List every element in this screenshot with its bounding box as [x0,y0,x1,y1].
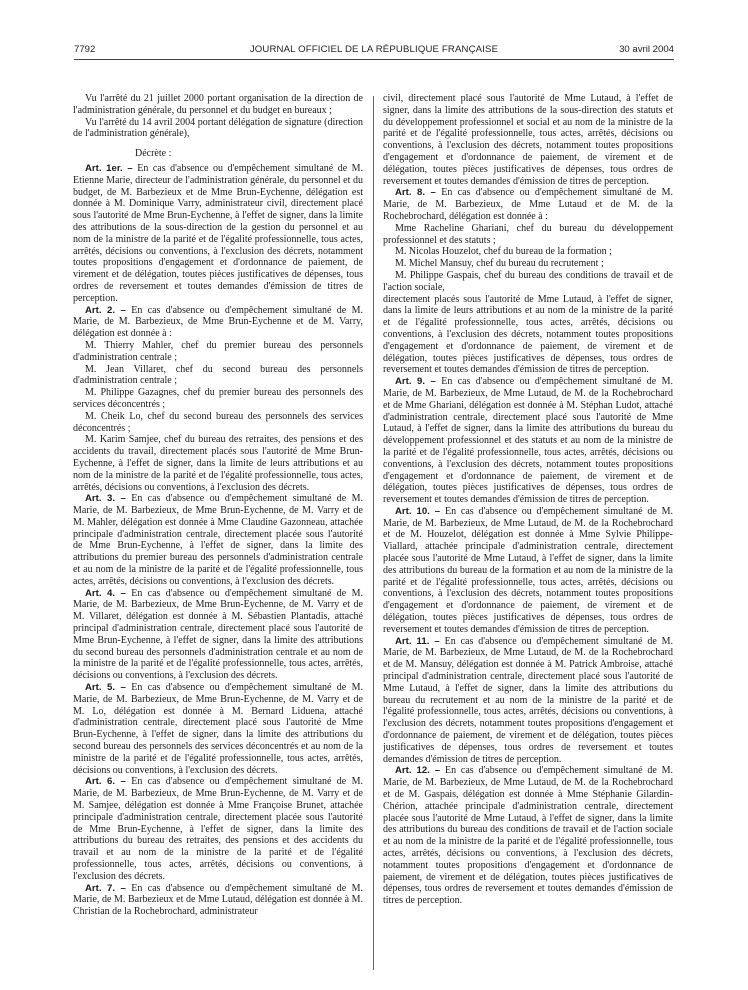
paragraph-text: En cas d'absence ou d'empêchement simultané de M. Marie, de M. Barbezieux, de Mme Lutaud et de M. de la Rochebrochard, délégation est donnée à : [383,187,673,222]
paragraph-text: M. Nicolas Houzelot, chef du bureau de la formation ; [395,246,612,258]
article-paragraph [383,636,673,766]
article-paragraph [73,305,363,340]
article-paragraph [73,588,363,682]
paragraph-text: M. Cheik Lo, chef du second bureau des personnels des services déconcentrés ; [73,410,363,434]
article-paragraph [73,776,363,882]
article-label: Art. 8. – [395,187,436,199]
paragraph-text: En cas d'absence ou d'empêchement simultané de M. Marie, de M. Barbezieux, de Mme Lutaud, de M. de la Rochebrochard et de M. Mansuy, délégation est donnée à M. Patrick Ambroise, attaché principal d'administration centrale, directement placé sous l'autorité de Mme Lutaud, à l'effet de signer, dans la limite des attributions du bureau du recrutement et au nom de la ministre de la parité et de l'égalité professionnelle, tous actes, arrêtés, décisions ou conventions, à l'exclusion des décrets, notamment toutes propositions d'engagement et d'ordonnance de paiement, de virement et de délégation, toutes pièces justificatives de dépenses, tous ordres de reversement et toutes demandes d'émission de titres de perception. [383,635,673,765]
journal-title: JOURNAL OFFICIEL DE LA RÉPUBLIQUE FRANÇAISE [249,44,499,55]
body-paragraph [383,246,673,258]
article-label: Art. 11. – [395,635,440,647]
body-paragraph [73,434,363,493]
paragraph-text: civil, directement placé sous l'autorité de Mme Lutaud, à l'effet de signer, dans la limite des attributions de la sous-direction des statuts et du développement professionnel et social et au nom de la ministre de la parité et de l'égalité professionnelle, tous actes, arrêtés, décisions ou conventions, à l'exclusion des décrets, notamment toutes propositions d'engagement et d'ordonnance de paiement, de virement et de délégation, toutes pièces justificatives de dépenses, tous ordres de reversement et toutes demandes d'émission de titres de perception. [383,93,673,187]
article-label: Art. 2. – [85,304,126,316]
paragraph-text: Mme Racheline Ghariani, chef du bureau du développement professionnel et des statuts ; [383,222,673,246]
page-number: 7792 [74,44,96,55]
column-separator [373,96,374,970]
paragraph-text: En cas d'absence ou d'empêchement simultané de M. Marie, de M. Barbezieux et de Mme Lutaud, délégation est donnée à M. Christian de la Rochebrochard, administrateur [73,882,363,918]
article-label: Art. 1er. – [85,162,133,174]
paragraph-text: M. Thierry Mahler, chef du premier bureau des personnels d'administration centrale ; [73,339,363,363]
article-label: Art. 7. – [85,882,126,894]
left-column [73,93,363,978]
paragraph-text: M. Philippe Gazagnes, chef du premier bureau des personnels des services déconcentrés ; [73,387,363,410]
article-paragraph [383,765,673,907]
article-paragraph [383,187,673,222]
article-paragraph [383,506,673,636]
body-paragraph [383,258,673,270]
article-paragraph [73,163,363,305]
body-paragraph [73,364,363,388]
article-paragraph [383,376,673,506]
right-column [383,93,673,978]
body-paragraph [383,223,673,247]
paragraph-text: Vu l'arrêté du 21 juillet 2000 portant organisation de la direction de l'administration générale, du personnel et du budget en bureaux ; [73,93,363,116]
header-rule [74,59,674,60]
body-paragraph [383,93,673,187]
article-paragraph [73,883,363,918]
paragraph-text: En cas d'absence ou d'empêchement simultané de M. Marie, de M. Barbezieux, de Mme Brun-Eychenne, de M. Varry et de M. Villaret, délégation est donnée à M. Sébastien Plantadis, attaché principal d'administration centrale, directement placé sous l'autorité de Mme Brun-Eychenne, à l'effet de signer, dans la limite des attributions du second bureau des personnels d'administration centrale et au nom de la ministre de la parité et de l'égalité professionnelle, tous actes, arrêtés, décisions ou conventions, à l'exclusion des décrets. [73,587,363,682]
body-paragraph [383,270,673,294]
paragraph-text: En cas d'absence ou d'empêchement simultané de M. Marie, de M. Barbezieux, de Mme Brun-Eychenne, de M. Varry et de M. Mahler, délégation est donnée à Mme Claudine Gazonneau, attachée principale d'administration centrale, directement placée sous l'autorité de Mme Brun-Eychenne, à l'effet de signer, dans la limite des attributions du premier bureau des personnels d'administration centrale et au nom de la ministre de la parité et de l'égalité professionnelle, tous actes, arrêtés, décisions ou conventions, à l'exclusion des décrets. [73,493,363,587]
article-label: Art. 5. – [85,682,126,694]
paragraph-text: M. Philippe Gaspais, chef du bureau des conditions de travail et de l'action sociale, [383,269,673,293]
paragraph-text: En cas d'absence ou d'empêchement simultané de M. Marie, de M. Barbezieux, de Mme Brun-Eychenne et de M. Varry, délégation est donnée à : [73,304,363,340]
paragraph-text: En cas d'absence ou d'empêchement simultané de M. Marie, de M. Barbezieux, de Mme Brun-Eychenne, de M. Varry et de M. Lo, délégation est donnée à M. Bernard Liduena, attaché d'administration centrale, directement placé sous l'autorité de Mme Brun-Eychenne, à l'effet de signer, dans la limite des attributions du second bureau des personnels des services déconcentrés et au nom de la ministre de la parité et de l'égalité professionnelle, tous actes, arrêtés, décisions ou conventions, à l'exclusion des décrets. [73,682,363,776]
article-paragraph [73,682,363,776]
paragraph-text: En cas d'absence ou d'empêchement simultané de M. Etienne Marie, directeur de l'administration générale, du personnel et du budget, de M. Barbezieux et de Mme Brun-Eychenne, délégation est donnée à M. Dominique Varry, administrateur civil, directement placé sous l'autorité de Mme Brun-Eychenne, à l'effet de signer, dans la limite des attributions de la sous-direction de la gestion du personnel et au nom de la ministre de la parité et de l'égalité professionnelle, tous actes, arrêtés, décisions ou conventions, à l'exclusion des décrets, notamment toutes propositions d'engagement et d'ordonnance de paiement, de virement et de délégation, toutes pièces justificatives de dépenses, tous ordres de reversement et toutes demandes d'émission de titres de perception. [73,162,363,304]
article-label: Art. 4. – [85,587,126,599]
paragraph-text: Décrète : [135,148,172,160]
paragraph-text: M. Michel Mansuy, chef du bureau du recrutement ; [395,258,604,270]
body-paragraph [73,340,363,364]
article-label: Art. 12. – [395,765,441,777]
body-paragraph [383,294,673,377]
article-label: Art. 9. – [395,376,436,388]
paragraph-text: directement placés sous l'autorité de Mme Lutaud, à l'effet de signer, dans la limite de leurs attributions et au nom de la ministre de la parité et de l'égalité professionnelle, tous actes, arrêtés, décisions ou conventions, à l'exclusion des décrets, notamment toutes propositions d'engagement et d'ordonnance de paiement, de virement et de délégation, toutes pièces justificatives de dépenses, tous ordres de reversement et toutes demandes d'émission de titres de perception. [383,293,673,376]
body-paragraph [73,93,363,117]
paragraph-text: En cas d'absence ou d'empêchement simultané de M. Marie, de M. Barbezieux, de Mme Lutaud, de M. de la Rochebrochard et de Mme Ghariani, délégation est donnée à M. Stéphan Ludot, attaché d'administration centrale, directement placé sous l'autorité de Mme Lutaud, à l'effet de signer, dans la limite des attributions du bureau du développement professionnel et des statuts et au nom de la ministre de la parité et de l'égalité professionnelle, tous actes, arrêtés, décisions ou conventions, à l'exclusion des décrets, notamment toutes propositions d'engagement et d'ordonnance de paiement, de virement et de délégation, toutes pièces justificatives de dépenses, tous ordres de reversement et toutes demandes d'émission de titres de perception. [383,376,673,506]
article-paragraph [73,493,363,587]
body-paragraph [73,117,363,141]
issue-date: 30 avril 2004 [619,44,674,55]
article-label: Art. 6. – [85,776,126,788]
paragraph-text: En cas d'absence ou d'empêchement simultané de M. Marie, de M. Barbezieux, de Mme Lutaud, de M. de la Rochebrochard et de M. Houzelot, délégation est donnée à Mme Sylvie Philippe-Viallard, attachée principale d'administration centrale, directement placée sous l'autorité de Mme Lutaud, à l'effet de signer, dans la limite des attributions du bureau de la formation et au nom de la ministre de la parité et de l'égalité professionnelle, tous actes, arrêtés, décisions ou conventions, à l'exclusion des décrets, notamment toutes propositions d'engagement et d'ordonnance de paiement, de virement et de délégation, toutes pièces justificatives de dépenses, tous ordres de reversement et toutes demandes d'émission de titres de perception. [383,505,673,635]
body-paragraph [73,387,363,411]
paragraph-text: Vu l'arrêté du 14 avril 2004 portant délégation de signature (direction de l'administration générale), [73,116,363,140]
decree-heading [73,148,363,160]
paragraph-text: En cas d'absence ou d'empêchement simultané de M. Marie, de M. Barbezieux, de Mme Brun-Eychenne, de M. Varry et de M. Samjee, délégation est donnée à Mme Françoise Brunet, attachée principale d'administration centrale, directement placée sous l'autorité de Mme Brun-Eychenne, à l'effet de signer, dans la limite des attributions du bureau des retraites, des pensions et des accidents du travail et au nom de la ministre de la parité et de l'égalité professionnelle, tous actes, arrêtés, décisions ou conventions, à l'exclusion des décrets. [73,776,363,882]
article-label: Art. 10. – [395,505,441,517]
article-label: Art. 3. – [85,493,126,505]
paragraph-text: M. Jean Villaret, chef du second bureau des personnels d'administration centrale ; [73,363,363,387]
paragraph-text: En cas d'absence ou d'empêchement simultané de M. Marie, de M. Barbezieux, de Mme Lutaud, de M. de la Rochebrochard et de M. Gaspais, délégation est donnée à Mme Stéphanie Gilardin-Chérion, attachée principale d'administration centrale, directement placée sous l'autorité de Mme Lutaud, à l'effet de signer, dans la limite des attributions du bureau des conditions de travail et de l'action sociale et au nom de la ministre de la parité et de l'égalité professionnelle, tous actes, arrêtés, décisions ou conventions, à l'exclusion des décrets, notamment toutes propositions d'engagement et d'ordonnance de paiement, de virement et de délégation, toutes pièces justificatives de dépenses, tous ordres de reversement et toutes demandes d'émission de titres de perception. [383,765,673,907]
body-paragraph [73,411,363,435]
paragraph-text: M. Karim Samjee, chef du bureau des retraites, des pensions et des accidents du travail, directement placés sous l'autorité de Mme Brun-Eychenne, à l'effet de signer, dans la limite de leurs attributions et au nom de la ministre de la parité et de l'égalité professionnelle, tous actes, arrêtés, décisions ou conventions, à l'exclusion des décrets. [73,434,363,493]
